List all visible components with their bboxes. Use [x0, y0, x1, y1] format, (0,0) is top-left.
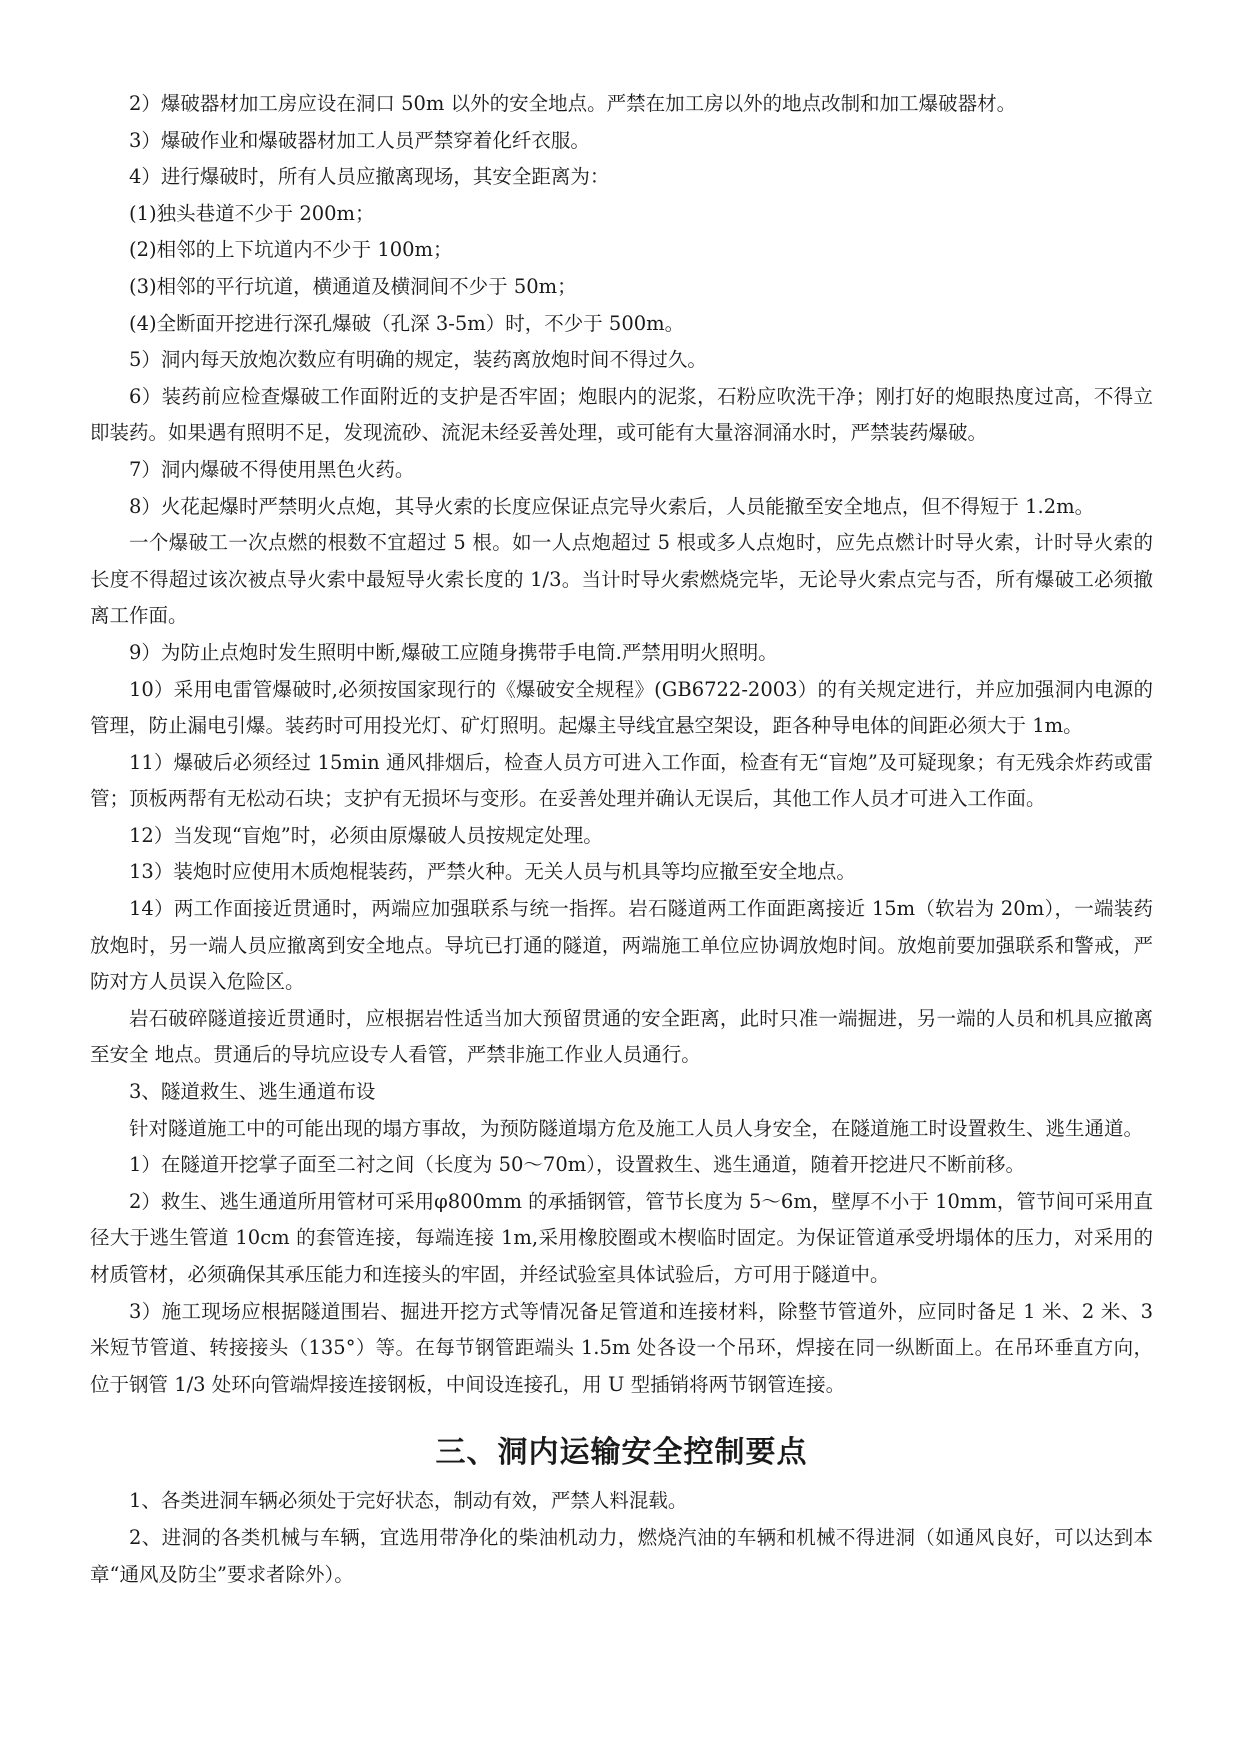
paragraph: 9）为防止点炮时发生照明中断,爆破工应随身携带手电筒.严禁用明火照明。 [129, 640, 778, 664]
paragraph: 2）救生、逃生通道所用管材可采用φ800mm 的承插钢管，管节长度为 5～6m，壁厚不小于 10mm，管节间可采用直径大于逃生管道 10cm 的套管连接，每端连接 1m,采用橡胶圈或木楔临时固定。为保证管道承受坍塌体的压力，对采用的材质管材，必须确保其承压能力和连接头的牢固，并经试验室具体试验后，方可用于隧道中。 [90, 1189, 1153, 1286]
paragraph: 5）洞内每天放炮次数应有明确的规定，装药离放炮时间不得过久。 [129, 348, 707, 372]
paragraph: 8）火花起爆时严禁明火点炮，其导火索的长度应保证点完导火索后，人员能撤至安全地点，但不得短于 1.2m。 [129, 494, 1095, 518]
paragraph: 12）当发现“盲炮”时，必须由原爆破人员按规定处理。 [129, 823, 603, 847]
paragraph: 3）施工现场应根据隧道围岩、掘进开挖方式等情况备足管道和连接材料，除整节管道外，应同时备足 1 米、2 米、3 米短节管道、转接接头（135°）等。在每节钢管距端头 1.5m 处各设一个吊环，焊接在同一纵断面上。在吊环垂直方向，位于钢管 1/3 处环向管端焊接连接钢板，中间设连接孔，用 U 型插销将两节钢管连接。 [90, 1299, 1153, 1396]
paragraph: 14）两工作面接近贯通时，两端应加强联系与统一指挥。岩石隧道两工作面距离接近 15m（软岩为 20m），一端装药放炮时，另一端人员应撤离到安全地点。导坑已打通的隧道，两端施工单位应协调放炮时间。放炮前要加强联系和警戒，严防对方人员误入危险区。 [90, 897, 1153, 994]
paragraph: 针对隧道施工中的可能出现的塌方事故，为预防隧道塌方危及施工人员人身安全，在隧道施工时设置救生、逃生通道。 [129, 1116, 1144, 1140]
paragraph: 1）在隧道开挖掌子面至二衬之间（长度为 50～70m），设置救生、逃生通道，随着开挖进尺不断前移。 [129, 1153, 1025, 1177]
paragraph: 7）洞内爆破不得使用黑色火药。 [129, 457, 415, 481]
paragraph: 13）装炮时应使用木质炮棍装药，严禁火种。无关人员与机具等均应撤至安全地点。 [129, 860, 856, 884]
section-heading: 三、洞内运输安全控制要点 [435, 1435, 808, 1471]
paragraph: 一个爆破工一次点燃的根数不宜超过 5 根。如一人点炮超过 5 根或多人点炮时，应先点燃计时导火索，计时导火索的长度不得超过该次被点导火索中最短导火索长度的 1/3。当计时导火索燃烧完毕，无论导火索点完与否，所有爆破工必须撤离工作面。 [90, 531, 1153, 628]
paragraph: 1、各类进洞车辆必须处于完好状态，制动有效，严禁人料混载。 [129, 1489, 688, 1513]
list-item: (4)全断面开挖进行深孔爆破（孔深 3-5m）时，不少于 500m。 [129, 311, 685, 335]
list-item: (1)独头巷道不少于 200m； [129, 201, 375, 225]
subsection-title: 3、隧道救生、逃生通道布设 [129, 1080, 376, 1104]
section-transport-safety [90, 1483, 1153, 1593]
paragraph: 11）爆破后必须经过 15min 通风排烟后，检查人员方可进入工作面，检查有无“盲炮”及可疑现象；有无残余炸药或雷管；顶板两帮有无松动石块；支护有无损坏与变形。在妥善处理并确认无误后，其他工作人员才可进入工作面。 [90, 750, 1153, 811]
list-item: (3)相邻的平行坑道，横通道及横洞间不少于 50m； [129, 274, 577, 298]
paragraph: 2）爆破器材加工房应设在洞口 50m 以外的安全地点。严禁在加工房以外的地点改制和加工爆破器材。 [129, 92, 1017, 115]
paragraph: 3）爆破作业和爆破器材加工人员严禁穿着化纤衣服。 [129, 128, 590, 152]
paragraph: 2、进洞的各类机械与车辆，宜选用带净化的柴油机动力，燃烧汽油的车辆和机械不得进洞（如通风良好，可以达到本章“通风及防尘”要求者除外）。 [90, 1525, 1153, 1586]
paragraph: 4）进行爆破时，所有人员应撤离现场，其安全距离为： [129, 165, 610, 189]
paragraph: 10）采用电雷管爆破时,必须按国家现行的《爆破安全规程》(GB6722-2003）的有关规定进行，并应加强洞内电源的管理，防止漏电引爆。装药时可用投光灯、矿灯照明。起爆主导线宜悬空架设，距各种导电体的间距必须大于 1m。 [90, 677, 1153, 738]
list-item: (2)相邻的上下坑道内不少于 100m； [129, 238, 453, 262]
section-blasting-safety [90, 86, 1153, 1403]
paragraph: 6）装药前应检查爆破工作面附近的支护是否牢固；炮眼内的泥浆，石粉应吹洗干净；刚打好的炮眼热度过高，不得立即装药。如果遇有照明不足，发现流砂、流泥未经妥善处理，或可能有大量溶洞涌水时，严禁装药爆破。 [90, 384, 1153, 445]
paragraph: 岩石破碎隧道接近贯通时，应根据岩性适当加大预留贯通的安全距离，此时只准一端掘进，另一端的人员和机具应撤离至安全 地点。贯通后的导坑应设专人看管，严禁非施工作业人员通行。 [90, 1006, 1153, 1067]
